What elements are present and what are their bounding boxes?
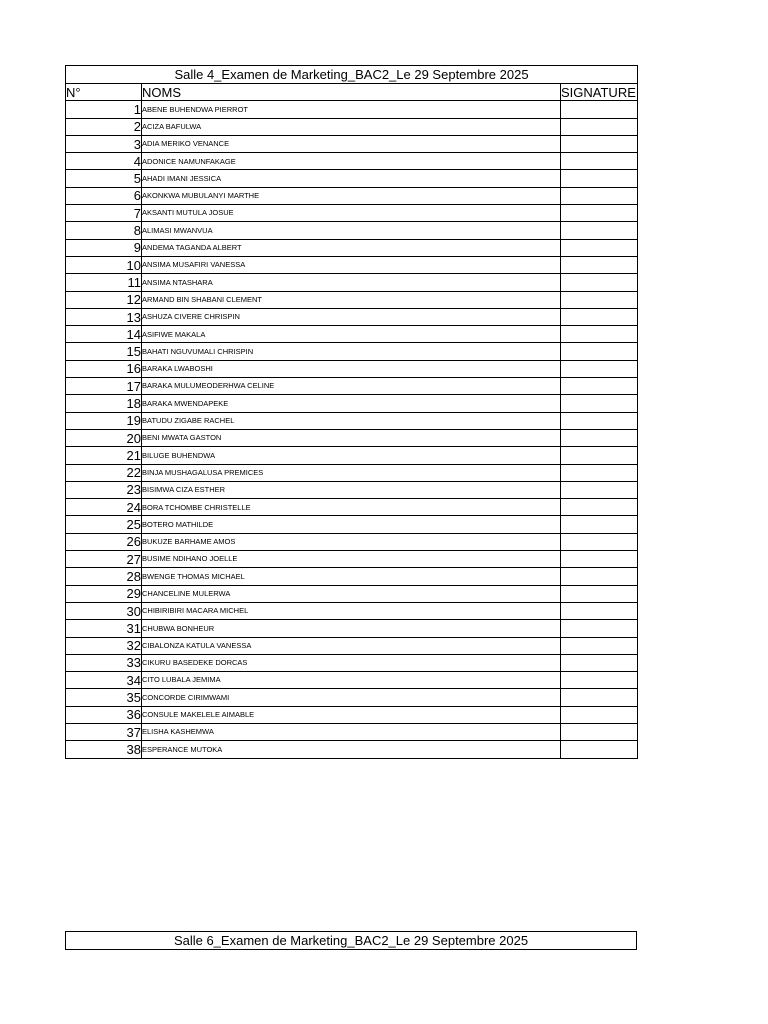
student-name: BUKUZE BARHAME AMOS xyxy=(142,533,561,550)
student-name: ARMAND BIN SHABANI CLEMENT xyxy=(142,291,561,308)
student-name: ADIA MERIKO VENANCE xyxy=(142,135,561,152)
signature-cell xyxy=(561,326,638,343)
student-name: BILUGE BUHENDWA xyxy=(142,447,561,464)
row-number: 27 xyxy=(66,551,142,568)
signature-cell xyxy=(561,308,638,325)
signature-cell xyxy=(561,412,638,429)
signature-cell xyxy=(561,135,638,152)
student-name: CHANCELINE MULERWA xyxy=(142,585,561,602)
student-name: ELISHA KASHEMWA xyxy=(142,723,561,740)
signature-cell xyxy=(561,672,638,689)
signature-cell xyxy=(561,602,638,619)
signature-cell xyxy=(561,429,638,446)
student-name: CIBALONZA KATULA VANESSA xyxy=(142,637,561,654)
row-number: 28 xyxy=(66,568,142,585)
header-num: N° xyxy=(66,84,142,101)
signature-cell xyxy=(561,481,638,498)
table-row xyxy=(66,429,638,446)
signature-cell xyxy=(561,101,638,118)
header-noms: NOMS xyxy=(142,84,561,101)
row-number: 11 xyxy=(66,274,142,291)
signature-cell xyxy=(561,239,638,256)
row-number: 21 xyxy=(66,447,142,464)
row-number: 24 xyxy=(66,499,142,516)
sheet-title: Salle 4_Examen de Marketing_BAC2_Le 29 Septembre 2025 xyxy=(66,66,638,84)
table-row xyxy=(66,654,638,671)
table-row xyxy=(66,135,638,152)
row-number: 7 xyxy=(66,205,142,222)
table-row xyxy=(66,464,638,481)
signature-cell xyxy=(561,516,638,533)
signature-cell xyxy=(561,620,638,637)
row-number: 4 xyxy=(66,153,142,170)
row-number: 16 xyxy=(66,360,142,377)
signature-cell xyxy=(561,360,638,377)
table-row xyxy=(66,706,638,723)
table-row xyxy=(66,239,638,256)
table-row xyxy=(66,118,638,135)
table-row xyxy=(66,741,638,758)
row-number: 26 xyxy=(66,533,142,550)
table-row xyxy=(66,308,638,325)
table-row xyxy=(66,222,638,239)
signature-cell xyxy=(561,654,638,671)
row-number: 5 xyxy=(66,170,142,187)
row-number: 23 xyxy=(66,481,142,498)
table-row xyxy=(66,360,638,377)
student-name: BORA TCHOMBE CHRISTELLE xyxy=(142,499,561,516)
table-row xyxy=(66,585,638,602)
row-number: 30 xyxy=(66,602,142,619)
row-number: 10 xyxy=(66,256,142,273)
table-row xyxy=(66,274,638,291)
row-number: 13 xyxy=(66,308,142,325)
row-number: 31 xyxy=(66,620,142,637)
signature-cell xyxy=(561,187,638,204)
student-name: ASHUZA CIVERE CHRISPIN xyxy=(142,308,561,325)
student-name: AKSANTI MUTULA JOSUE xyxy=(142,205,561,222)
table-row xyxy=(66,101,638,118)
student-name: BINJA MUSHAGALUSA PREMICES xyxy=(142,464,561,481)
student-name: CONSULE MAKELELE AIMABLE xyxy=(142,706,561,723)
signature-cell xyxy=(561,568,638,585)
row-number: 9 xyxy=(66,239,142,256)
table-row xyxy=(66,689,638,706)
table-row xyxy=(66,551,638,568)
signature-cell xyxy=(561,533,638,550)
student-name: BARAKA LWABOSHI xyxy=(142,360,561,377)
row-number: 12 xyxy=(66,291,142,308)
row-number: 38 xyxy=(66,741,142,758)
student-name: ANSIMA NTASHARA xyxy=(142,274,561,291)
table-row xyxy=(66,343,638,360)
table-row xyxy=(66,205,638,222)
header-signature: SIGNATURE xyxy=(561,84,636,100)
student-name: BARAKA MWENDAPEKE xyxy=(142,395,561,412)
signature-cell xyxy=(561,153,638,170)
row-number: 35 xyxy=(66,689,142,706)
signature-cell xyxy=(561,741,638,758)
student-name: BAHATI NGUVUMALI CHRISPIN xyxy=(142,343,561,360)
student-name: BUSIME NDIHANO JOELLE xyxy=(142,551,561,568)
student-name: CONCORDE CIRIMWAMI xyxy=(142,689,561,706)
row-number: 36 xyxy=(66,706,142,723)
student-name: AKONKWA MUBULANYI MARTHE xyxy=(142,187,561,204)
signature-cell xyxy=(561,118,638,135)
table-row xyxy=(66,516,638,533)
table-row xyxy=(66,620,638,637)
student-name: CITO LUBALA JEMIMA xyxy=(142,672,561,689)
row-number: 15 xyxy=(66,343,142,360)
table-row xyxy=(66,378,638,395)
signature-cell xyxy=(561,447,638,464)
table-row xyxy=(66,672,638,689)
table-row xyxy=(66,602,638,619)
student-name: ESPERANCE MUTOKA xyxy=(142,741,561,758)
student-name: BISIMWA CIZA ESTHER xyxy=(142,481,561,498)
table-row xyxy=(66,291,638,308)
row-number: 3 xyxy=(66,135,142,152)
signature-cell xyxy=(561,499,638,516)
student-name: ABENE BUHENDWA PIERROT xyxy=(142,101,561,118)
row-number: 2 xyxy=(66,118,142,135)
signature-cell xyxy=(561,706,638,723)
signature-cell xyxy=(561,274,638,291)
table-row xyxy=(66,395,638,412)
table-row xyxy=(66,481,638,498)
row-number: 32 xyxy=(66,637,142,654)
signature-cell xyxy=(561,551,638,568)
signature-cell xyxy=(561,343,638,360)
row-number: 14 xyxy=(66,326,142,343)
signature-cell xyxy=(561,585,638,602)
row-number: 29 xyxy=(66,585,142,602)
table-row xyxy=(66,256,638,273)
table-row xyxy=(66,187,638,204)
row-number: 20 xyxy=(66,429,142,446)
signature-cell xyxy=(561,378,638,395)
student-name: BWENGE THOMAS MICHAEL xyxy=(142,568,561,585)
sheet-body xyxy=(66,66,638,759)
table-row xyxy=(66,568,638,585)
row-number: 8 xyxy=(66,222,142,239)
title-row xyxy=(66,66,638,84)
row-number: 18 xyxy=(66,395,142,412)
student-name: CHIBIRIBIRI MACARA MICHEL xyxy=(142,602,561,619)
student-name: ACIZA BAFULWA xyxy=(142,118,561,135)
student-name: BENI MWATA GASTON xyxy=(142,429,561,446)
signature-cell xyxy=(561,291,638,308)
student-name: ALIMASI MWANVUA xyxy=(142,222,561,239)
row-number: 17 xyxy=(66,378,142,395)
attendance-sheet-salle-4 xyxy=(65,65,638,759)
student-name: BATUDU ZIGABE RACHEL xyxy=(142,412,561,429)
table-row xyxy=(66,499,638,516)
table-row xyxy=(66,153,638,170)
row-number: 37 xyxy=(66,723,142,740)
row-number: 1 xyxy=(66,101,142,118)
student-name: BOTERO MATHILDE xyxy=(142,516,561,533)
signature-cell xyxy=(561,395,638,412)
student-name: ANDEMA TAGANDA ALBERT xyxy=(142,239,561,256)
table-row xyxy=(66,447,638,464)
row-number: 22 xyxy=(66,464,142,481)
table-row xyxy=(66,637,638,654)
signature-cell xyxy=(561,689,638,706)
signature-cell xyxy=(561,637,638,654)
row-number: 33 xyxy=(66,654,142,671)
table-row xyxy=(66,533,638,550)
table-row xyxy=(66,723,638,740)
student-name: BARAKA MULUMEODERHWA CELINE xyxy=(142,378,561,395)
row-number: 25 xyxy=(66,516,142,533)
student-name: ASIFIWE MAKALA xyxy=(142,326,561,343)
signature-cell xyxy=(561,170,638,187)
student-name: CIKURU BASEDEKE DORCAS xyxy=(142,654,561,671)
student-name: AHADI IMANI JESSICA xyxy=(142,170,561,187)
signature-cell xyxy=(561,222,638,239)
student-name: ANSIMA MUSAFIRI VANESSA xyxy=(142,256,561,273)
table-row xyxy=(66,412,638,429)
table-row xyxy=(66,170,638,187)
signature-cell xyxy=(561,723,638,740)
student-name: ADONICE NAMUNFAKAGE xyxy=(142,153,561,170)
signature-cell xyxy=(561,205,638,222)
row-number: 34 xyxy=(66,672,142,689)
header-row xyxy=(66,84,638,101)
signature-cell xyxy=(561,464,638,481)
row-number: 19 xyxy=(66,412,142,429)
signature-cell xyxy=(561,256,638,273)
row-number: 6 xyxy=(66,187,142,204)
student-name: CHUBWA BONHEUR xyxy=(142,620,561,637)
table-row xyxy=(66,326,638,343)
sheet-title-salle-6: Salle 6_Examen de Marketing_BAC2_Le 29 Septembre 2025 xyxy=(65,931,637,950)
